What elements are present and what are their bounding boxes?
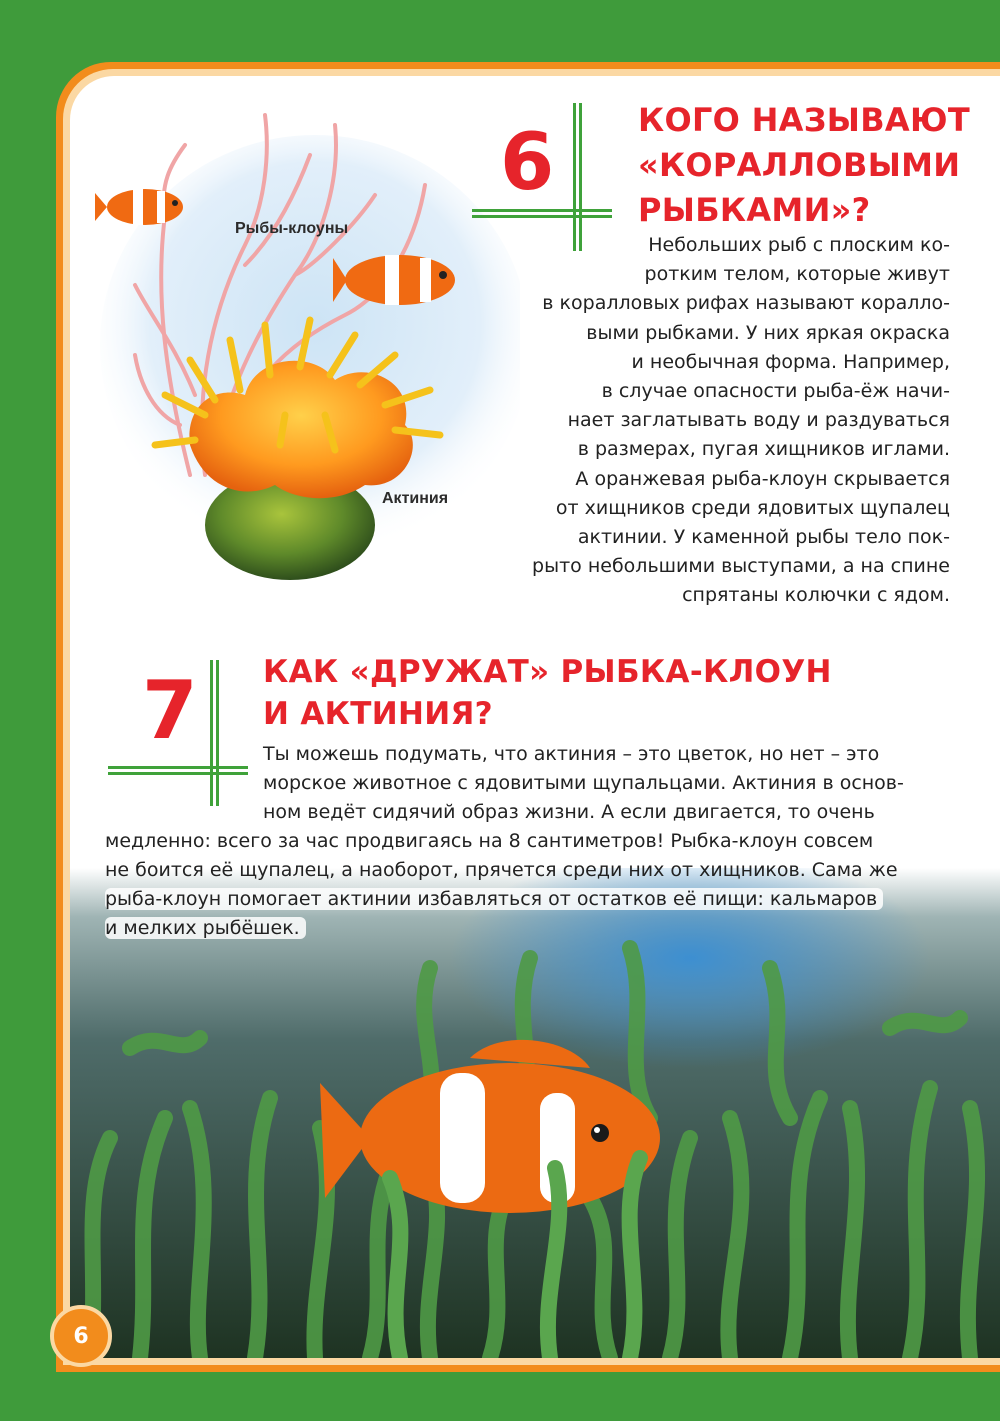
section-6-heading-line: РЫБКАМИ»? xyxy=(638,191,871,229)
section-7-body xyxy=(105,740,965,943)
section-7-body-line: ном ведёт сидячий образ жизни. А если двигается, то очень xyxy=(263,801,875,823)
section-6-heading-line: КОГО НАЗЫВАЮТ xyxy=(638,101,970,139)
section-7-heading xyxy=(263,651,832,735)
clownfish-anemone-illustration xyxy=(95,95,520,595)
section-6-heading-line: «КОРАЛЛОВЫМИ xyxy=(638,146,961,184)
clownfish-small xyxy=(95,189,183,225)
section-7-body-line: не боится её щупалец, а наоборот, прячется среди них от хищников. Сама же xyxy=(105,859,898,881)
section-7-body-line: морское животное с ядовитыми щупальцами. Актиния в основ- xyxy=(263,772,904,794)
section-6-body-line: актинии. У каменной рыбы тело пок- xyxy=(577,526,950,549)
section-7-body-line: Ты можешь подумать, что актиния – это цветок, но нет – это xyxy=(263,743,880,765)
section-7-body-line-text: рыба-клоун помогает актинии избавляться от остатков её пищи: кальмаров xyxy=(105,888,883,910)
anemone-label: Актиния xyxy=(382,490,449,507)
section-6-body-line: Небольших рыб с плоским ко- xyxy=(648,234,950,256)
section-6-body-line: от хищников среди ядовитых щупалец xyxy=(555,496,950,519)
clownfish-label: Рыбы-клоуны xyxy=(235,220,349,237)
section-6-body-line: А оранжевая рыба-клоун скрывается xyxy=(575,467,950,490)
section-6-body-line: рыто небольшими выступами, а на спине xyxy=(532,555,950,578)
section-6-body-line: и необычная форма. Например, xyxy=(631,350,950,373)
section-6-body-line: ротким телом, которые живут xyxy=(644,263,950,286)
section-7-number: 7 xyxy=(142,664,198,757)
section-6-cross-horizontal xyxy=(472,209,612,218)
section-7-body-line: медленно: всего за час продвигаясь на 8 сантиметров! Рыбка-клоун совсем xyxy=(105,830,874,852)
section-6-heading xyxy=(638,98,970,233)
section-6-body-line: выми рыбками. У них яркая окраска xyxy=(586,321,950,344)
section-7-heading-line: КАК «ДРУЖАТ» РЫБКА-КЛОУН xyxy=(263,654,832,690)
section-6-body xyxy=(470,231,950,611)
section-6-number: 6 xyxy=(500,118,555,208)
section-6-body-line: нает заглатывать воду и раздуваться xyxy=(567,409,950,432)
page-number: 6 xyxy=(50,1305,112,1367)
section-6-body-line: в коралловых рифах называют коралло- xyxy=(542,292,950,315)
section-7-body-line-text: и мелких рыбёшек. xyxy=(105,917,306,939)
section-6-body-line: в размерах, пугая хищников иглами. xyxy=(577,438,950,461)
section-6-body-line: спрятаны колючки с ядом. xyxy=(682,584,950,607)
section-7-heading-line: И АКТИНИЯ? xyxy=(263,696,493,732)
section-6-body-line: в случае опасности рыба-ёж начи- xyxy=(601,380,950,403)
section-7-body-line xyxy=(105,914,965,943)
section-6-cross-vertical xyxy=(573,103,582,251)
section-7-body-line xyxy=(105,885,965,914)
